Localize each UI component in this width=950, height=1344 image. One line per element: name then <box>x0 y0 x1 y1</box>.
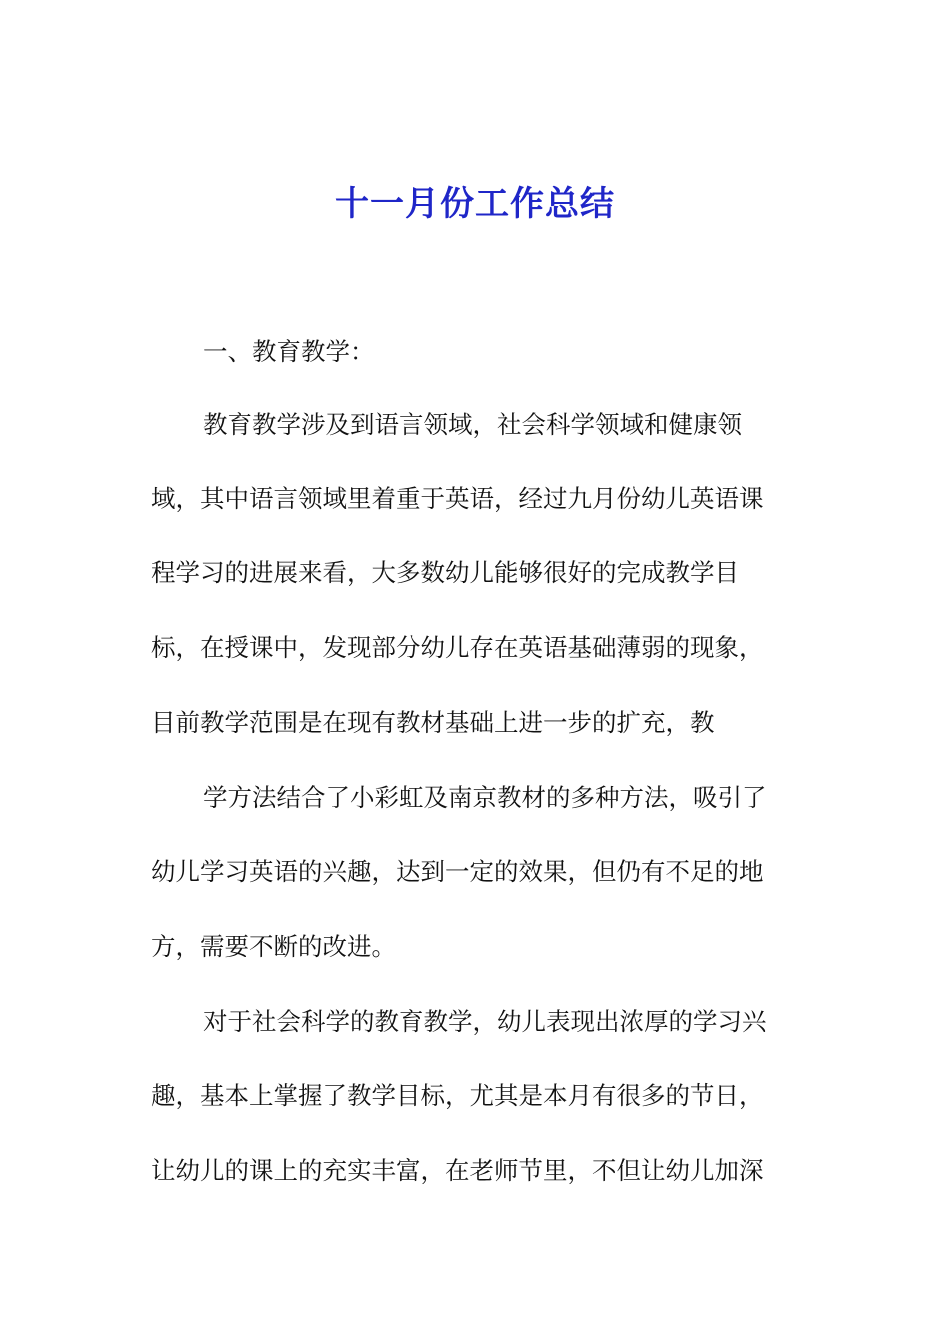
section-heading-education: 一、教育教学： <box>203 337 375 366</box>
body-line: 对于社会科学的教育教学，幼儿表现出浓厚的学习兴 <box>203 1007 767 1036</box>
body-line: 目前教学范围是在现有教材基础上进一步的扩充，教 <box>151 708 715 737</box>
body-line: 学方法结合了小彩虹及南京教材的多种方法，吸引了 <box>203 783 767 812</box>
body-line: 域，其中语言领域里着重于英语，经过九月份幼儿英语课 <box>151 484 764 513</box>
body-line: 程学习的进展来看，大多数幼儿能够很好的完成教学目 <box>151 558 739 587</box>
document-title: 十一月份工作总结 <box>335 184 615 224</box>
body-line: 标，在授课中，发现部分幼儿存在英语基础薄弱的现象， <box>151 633 764 662</box>
body-line: 方，需要不断的改进。 <box>151 932 396 961</box>
body-line: 教育教学涉及到语言领域，社会科学领域和健康领 <box>203 410 742 439</box>
body-line: 幼儿学习英语的兴趣，达到一定的效果，但仍有不足的地 <box>151 857 764 886</box>
body-line: 趣，基本上掌握了教学目标，尤其是本月有很多的节日， <box>151 1081 764 1110</box>
body-line: 让幼儿的课上的充实丰富，在老师节里，不但让幼儿加深 <box>151 1156 764 1185</box>
